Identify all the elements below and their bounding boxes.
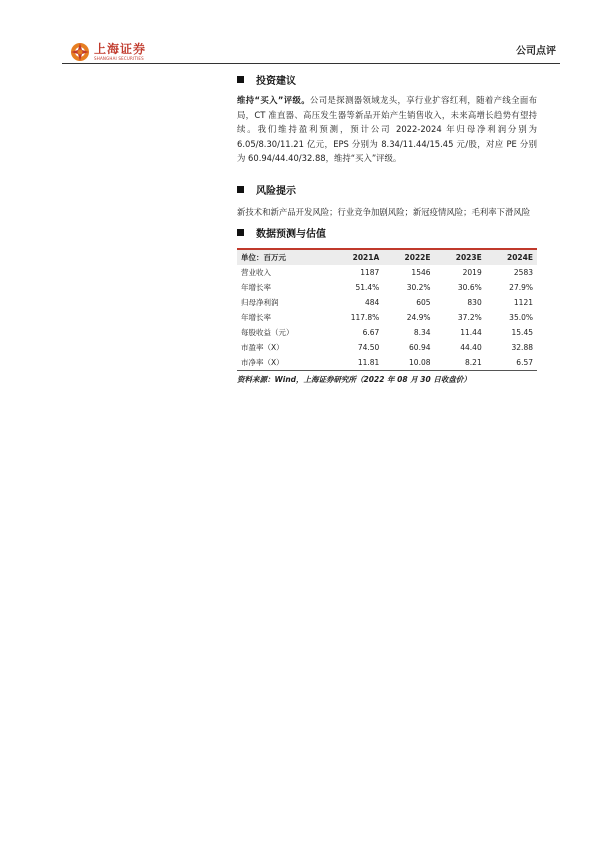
rating-lead: 维持“买入”评级。 bbox=[237, 95, 310, 105]
section-title: 数据预测与估值 bbox=[256, 229, 326, 240]
table-cell: 484 bbox=[364, 298, 380, 307]
table-row bbox=[237, 325, 537, 340]
table-cell: 27.9% bbox=[509, 283, 533, 292]
table-cell: 6.57 bbox=[486, 355, 537, 371]
section-heading-risk bbox=[237, 182, 537, 197]
table-header-cell: 2022E bbox=[383, 249, 434, 265]
table-cell: 归母净利润 bbox=[241, 298, 279, 307]
investment-text: 公司是探测器领域龙头，享行业扩容红利，随着产线全面布局，CT 准直器、高压发生器等新品开始产生销售收入，未来高增长趋势有望持续。我们维持盈利预测，预计公司 2022-2024 年归母净利润分别为 6.05/8.30/11.21 亿元，EPS 分别为 8.34/11.44/15.45 元/股，对应 PE 分别为 60.94/44.40/32.88，维持“买入”评级。 bbox=[237, 95, 538, 163]
table-cell: 51.4% bbox=[355, 283, 380, 292]
table-cell: 市净率（X） bbox=[237, 355, 328, 371]
table-cell: 8.21 bbox=[435, 355, 486, 371]
table-cell: 1546 bbox=[411, 268, 431, 277]
logo-text-cn: 上海证券 bbox=[94, 42, 147, 56]
table-cell: 605 bbox=[416, 298, 431, 307]
table-cell: 8.34 bbox=[413, 328, 431, 337]
table-cell: 每股收益（元） bbox=[241, 328, 294, 337]
table-header-cell: 单位：百万元 bbox=[237, 249, 328, 265]
page-header bbox=[0, 0, 596, 70]
table-cell: 市盈率（X） bbox=[241, 343, 284, 352]
table-header-cell: 2021A bbox=[328, 249, 383, 265]
table-cell: 11.81 bbox=[328, 355, 383, 371]
table-cell: 6.67 bbox=[362, 328, 380, 337]
table-cell: 32.88 bbox=[511, 343, 533, 352]
table-cell: 35.0% bbox=[509, 313, 533, 322]
table-cell: 1187 bbox=[360, 268, 380, 277]
section-heading-investment bbox=[237, 72, 537, 87]
table-cell: 2583 bbox=[513, 268, 533, 277]
logo-mark-icon bbox=[70, 42, 90, 62]
table-row bbox=[237, 280, 537, 295]
table-cell: 37.2% bbox=[457, 313, 482, 322]
table-cell: 1121 bbox=[513, 298, 533, 307]
section-title: 风险提示 bbox=[256, 185, 296, 197]
table-cell: 44.40 bbox=[460, 343, 482, 352]
section-title: 投资建议 bbox=[256, 76, 296, 87]
section-heading-forecast bbox=[237, 225, 537, 240]
table-row bbox=[237, 340, 537, 355]
table-header-cell: 2024E bbox=[486, 249, 537, 265]
table-cell: 830 bbox=[467, 298, 482, 307]
table-row bbox=[237, 310, 537, 325]
table-cell: 15.45 bbox=[511, 328, 533, 337]
bullet-square-icon bbox=[237, 229, 244, 236]
logo-text-en: SHANGHAI SECURITIES bbox=[94, 56, 144, 61]
table-cell: 年增长率 bbox=[241, 313, 271, 322]
table-cell: 2019 bbox=[462, 268, 482, 277]
table-cell: 30.6% bbox=[457, 283, 482, 292]
table-row bbox=[237, 355, 537, 371]
table-row bbox=[237, 265, 537, 280]
table-cell: 74.50 bbox=[357, 343, 380, 352]
header-divider bbox=[62, 63, 560, 64]
table-cell: 60.94 bbox=[409, 343, 431, 352]
table-cell: 24.9% bbox=[406, 313, 431, 322]
forecast-table bbox=[237, 248, 537, 371]
table-cell: 年增长率 bbox=[241, 283, 271, 292]
table-cell: 营业收入 bbox=[241, 268, 271, 277]
table-cell: 10.08 bbox=[383, 355, 434, 371]
investment-paragraph bbox=[237, 93, 537, 166]
table-source-note: 资料来源：Wind，上海证券研究所（2022 年 08 月 30 日收盘价） bbox=[237, 375, 471, 384]
document-type: 公司点评 bbox=[516, 46, 556, 57]
table-cell: 117.8% bbox=[350, 313, 380, 322]
table-header-row bbox=[237, 249, 537, 265]
table-cell: 30.2% bbox=[406, 283, 431, 292]
risk-paragraph: 新技术和新产品开发风险；行业竞争加剧风险；新冠疫情风险；毛利率下滑风险 bbox=[237, 206, 531, 217]
table-header-cell: 2023E bbox=[435, 249, 486, 265]
bullet-square-icon bbox=[237, 76, 244, 83]
main-content bbox=[237, 72, 537, 385]
table-row bbox=[237, 295, 537, 310]
table-cell: 11.44 bbox=[460, 328, 482, 337]
bullet-square-icon bbox=[237, 186, 244, 193]
